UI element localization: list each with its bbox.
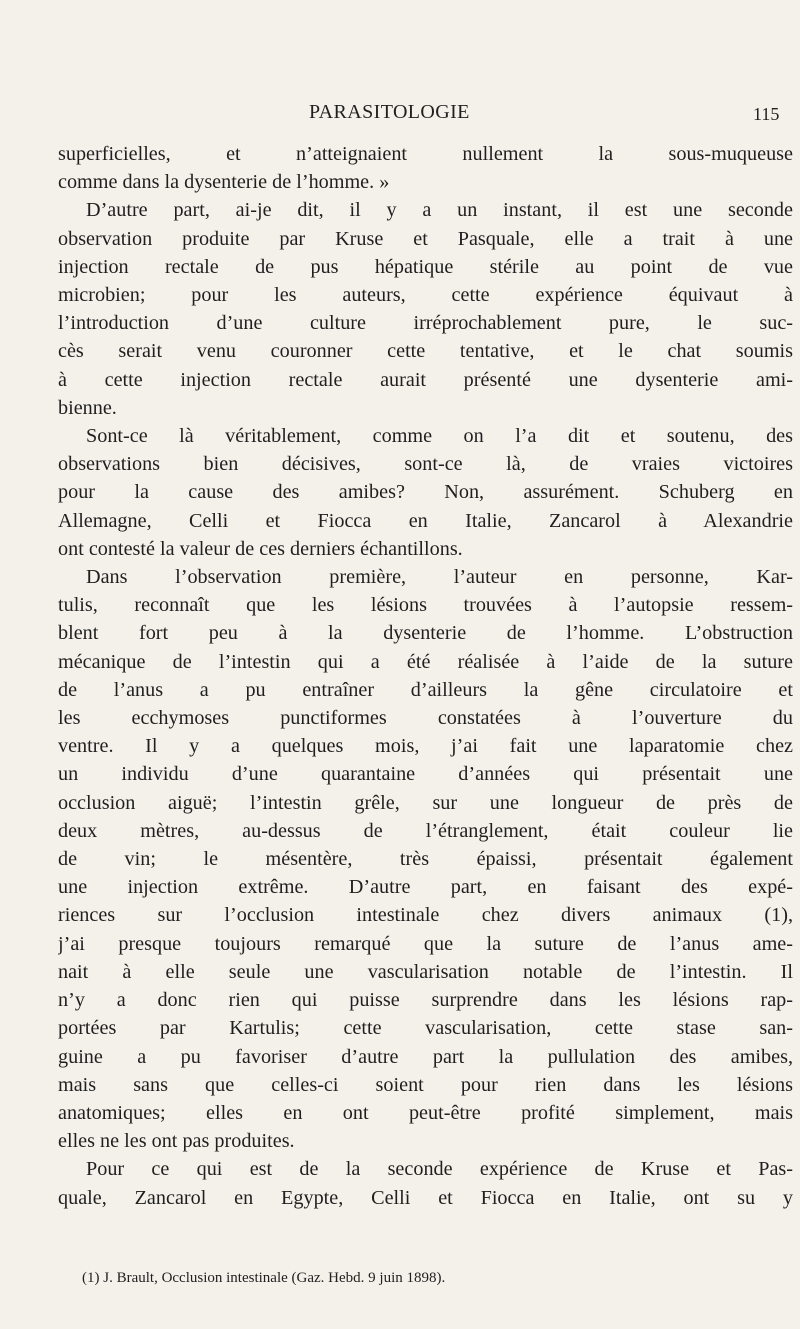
text-line: observation produite par Kruse et Pasquale, elle a trait à une <box>58 227 793 250</box>
text-line: à cette injection rectale aurait présenté une dysenterie ami- <box>58 368 793 391</box>
text-line: guine a pu favoriser d’autre part la pullulation des amibes, <box>58 1045 793 1068</box>
text-line: elles ne les ont pas produites. <box>58 1130 295 1153</box>
text-line: anatomiques; elles en ont peut-être profité simplement, mais <box>58 1101 793 1124</box>
text-line: riences sur l’occlusion intestinale chez divers animaux (1), <box>58 904 793 927</box>
text-line: une injection extrême. D’autre part, en faisant des expé- <box>58 876 793 899</box>
text-line: j’ai presque toujours remarqué que la suture de l’anus ame- <box>58 932 793 955</box>
text-line: n’y a donc rien qui puisse surprendre dans les lésions rap- <box>58 989 793 1012</box>
text-line: de l’anus a pu entraîner d’ailleurs la gêne circulatoire et <box>58 678 793 701</box>
text-line: Pour ce qui est de la seconde expérience de Kruse et Pas- <box>86 1158 793 1181</box>
running-title: PARASITOLOGIE <box>309 101 470 123</box>
text-line: mais sans que celles-ci soient pour rien dans les lésions <box>58 1073 793 1096</box>
text-line: microbien; pour les auteurs, cette expérience équivaut à <box>58 284 793 307</box>
text-line: D’autre part, ai-je dit, il y a un instant, il est une seconde <box>86 199 793 222</box>
text-line: Sont-ce là véritablement, comme on l’a dit et soutenu, des <box>86 425 793 448</box>
text-line: Allemagne, Celli et Fiocca en Italie, Zancarol à Alexandrie <box>58 509 793 532</box>
text-line: les ecchymoses punctiformes constatées à l’ouverture du <box>58 707 793 730</box>
body-text <box>58 140 793 1212</box>
text-line: tulis, reconnaît que les lésions trouvées à l’autopsie ressem- <box>58 594 793 617</box>
text-line: pour la cause des amibes? Non, assurément. Schuberg en <box>58 481 793 504</box>
text-line: quale, Zancarol en Egypte, Celli et Fiocca en Italie, ont su y <box>58 1186 793 1209</box>
footnote: (1) J. Brault, Occlusion intestinale (Gaz. Hebd. 9 juin 1898). <box>82 1270 446 1286</box>
page-number: 115 <box>753 104 780 124</box>
text-line: un individu d’une quarantaine d’années qui présentait une <box>58 763 793 786</box>
text-line: Dans l’observation première, l’auteur en personne, Kar- <box>86 566 793 589</box>
text-line: ont contesté la valeur de ces derniers échantillons. <box>58 537 463 560</box>
text-line: portées par Kartulis; cette vascularisation, cette stase san- <box>58 1017 793 1040</box>
text-line: ventre. Il y a quelques mois, j’ai fait une laparatomie chez <box>58 735 793 758</box>
text-line: superficielles, et n’atteignaient nullement la sous-muqueuse <box>58 143 793 165</box>
text-line: mécanique de l’intestin qui a été réalisée à l’aide de la suture <box>58 650 793 673</box>
text-line: occlusion aiguë; l’intestin grêle, sur une longueur de près de <box>58 791 793 814</box>
text-line: blent fort peu à la dysenterie de l’homme. L’obstruction <box>58 622 793 645</box>
text-line: nait à elle seule une vascularisation notable de l’intestin. Il <box>58 960 793 983</box>
text-line: injection rectale de pus hépatique stérile au point de vue <box>58 255 793 278</box>
text-line: deux mètres, au-dessus de l’étranglement, était couleur lie <box>58 819 793 842</box>
text-line: bienne. <box>58 396 117 419</box>
text-line: l’introduction d’une culture irréprochablement pure, le suc- <box>58 312 793 335</box>
text-line: cès serait venu couronner cette tentative, et le chat soumis <box>58 340 793 363</box>
text-line: observations bien décisives, sont-ce là, de vraies victoires <box>58 453 793 476</box>
text-line: de vin; le mésentère, très épaissi, présentait également <box>58 848 793 871</box>
text-line: comme dans la dysenterie de l’homme. » <box>58 171 390 194</box>
